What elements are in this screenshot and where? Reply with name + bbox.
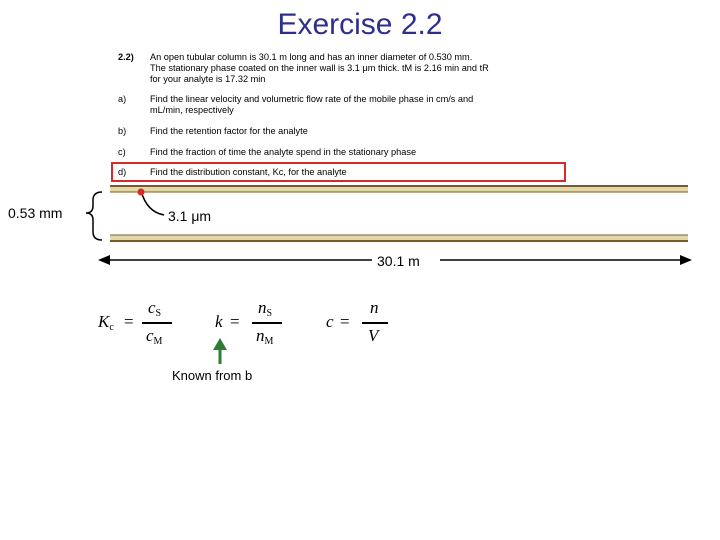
thickness-label: 3.1 μm — [168, 208, 212, 224]
tube-top-wall — [110, 186, 688, 192]
part-c-letter: c) — [118, 147, 126, 157]
problem-line-3: for your analyte is 17.32 min — [150, 74, 266, 84]
k-lhs: k — [215, 312, 223, 331]
tube-bottom-wall — [110, 235, 688, 241]
problem-line-1: An open tubular column is 30.1 m long and has an inner diameter of 0.530 mm. — [150, 52, 473, 62]
problem-line-2: The stationary phase coated on the inner wall is 3.1 μm thick. tM is 2.16 min and tR — [150, 63, 489, 73]
kc-equals: = — [124, 312, 134, 331]
part-b-letter: b) — [118, 126, 127, 136]
known-from-b-arrow — [213, 338, 227, 364]
k-equals: = — [230, 312, 240, 331]
k-denominator: $n_M$ — [256, 326, 274, 347]
diameter-brace — [86, 192, 102, 240]
part-c-line: Find the fraction of time the analyte spend in the stationary phase — [150, 147, 417, 157]
kc-fraction-bar — [142, 322, 172, 324]
part-d-line: Find the distribution constant, Kc, for the analyte — [150, 167, 347, 177]
kc-denominator: $c_M$ — [146, 326, 163, 347]
diameter-label: 0.53 mm — [8, 205, 63, 221]
c-numerator: n — [370, 298, 379, 317]
k-numerator: $n_S$ — [258, 298, 273, 319]
known-from-b-note: Known from b — [172, 368, 253, 383]
c-equals: = — [340, 312, 350, 331]
c-lhs: c — [326, 312, 334, 331]
part-d-letter: d) — [118, 167, 127, 177]
problem-number: 2.2) — [118, 52, 134, 62]
c-denominator: V — [368, 326, 379, 345]
c-fraction-bar — [362, 322, 388, 324]
kc-lhs: $K_c$ — [98, 312, 114, 333]
k-fraction-bar — [252, 322, 282, 324]
thickness-pointer — [141, 191, 164, 215]
part-a-letter: a) — [118, 94, 127, 104]
slide-title: Exercise 2.2 — [277, 8, 443, 41]
part-a-line-1: Find the linear velocity and volumetric flow rate of the mobile phase in cm/s and — [150, 94, 474, 104]
thickness-pointer-dot — [138, 189, 145, 196]
part-a-line-2: mL/min, respectively — [150, 105, 234, 115]
part-b-line: Find the retention factor for the analyte — [150, 126, 308, 136]
kc-numerator: $c_S$ — [148, 298, 162, 319]
length-label: 30.1 m — [377, 253, 420, 269]
